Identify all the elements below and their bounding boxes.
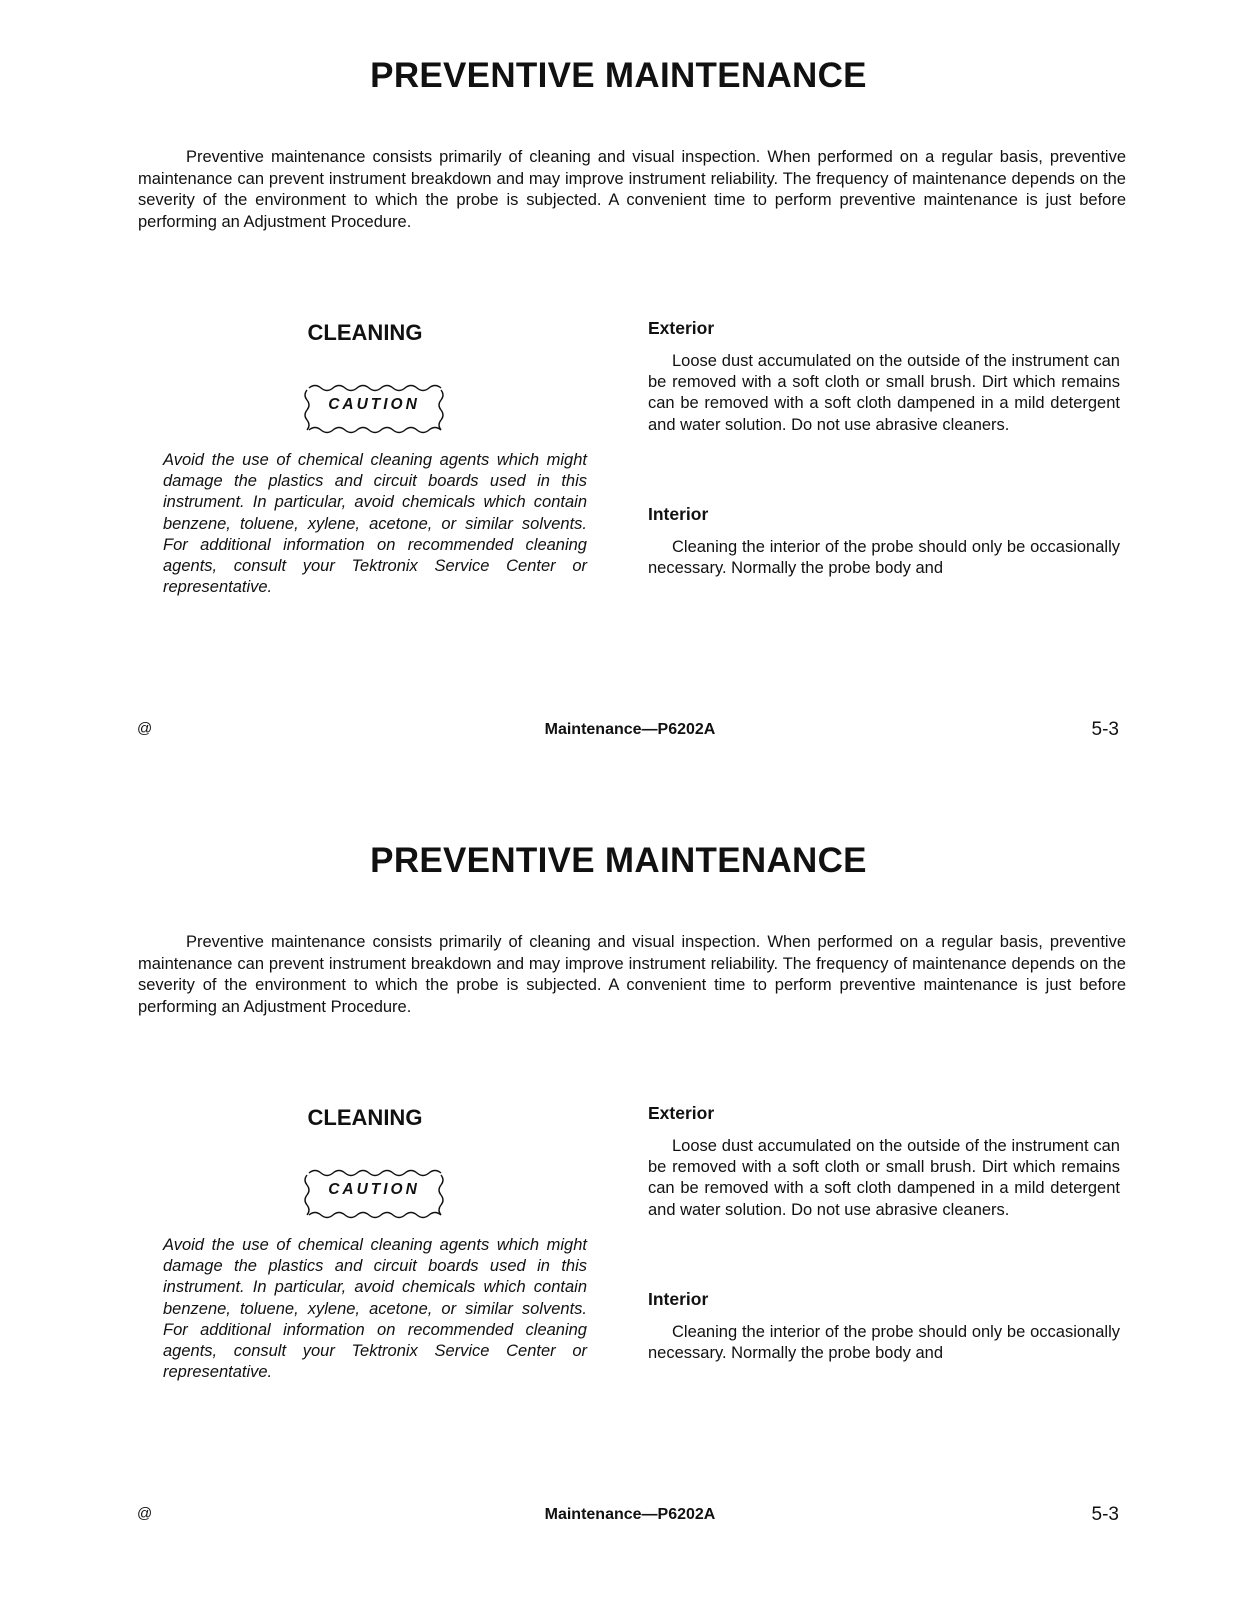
caution-box <box>301 380 447 438</box>
footer-copyright-mark: @ <box>137 720 153 737</box>
footer-copyright-mark: @ <box>137 1505 153 1522</box>
exterior-paragraph: Loose dust accumulated on the outside of the instrument can be removed with a soft cloth or small brush. Dirt which remains can be removed with a soft cloth dampened in a mild detergent and water solution. Do not use abrasive cleaners. <box>648 1137 1120 1219</box>
exterior-heading: Exterior <box>648 1103 715 1123</box>
document-page-1 <box>0 0 1237 785</box>
caution-label: CAUTION <box>328 1181 420 1198</box>
interior-paragraph: Cleaning the interior of the probe should only be occasionally necessary. Normally the probe body and <box>648 537 1120 578</box>
cleaning-section <box>163 1105 587 1383</box>
exterior-interior-section <box>648 318 1120 579</box>
cleaning-section <box>163 320 587 598</box>
intro-paragraph: Preventive maintenance consists primarily of cleaning and visual inspection. When performed on a regular basis, preventive maintenance can prevent instrument breakdown and may improve instrument reliability. The frequency of maintenance depends on the severity of the environment to which the probe is subjected. A convenient time to perform preventive maintenance is just before performing an Adjustment Procedure. <box>138 933 1126 1016</box>
intro-paragraph: Preventive maintenance consists primarily of cleaning and visual inspection. When performed on a regular basis, preventive maintenance can prevent instrument breakdown and may improve instrument reliability. The frequency of maintenance depends on the severity of the environment to which the probe is subjected. A convenient time to perform preventive maintenance is just before performing an Adjustment Procedure. <box>138 148 1126 231</box>
caution-box <box>301 1165 447 1223</box>
interior-heading: Interior <box>648 503 709 524</box>
footer-section-title: Maintenance—P6202A <box>544 721 716 738</box>
caution-text: Avoid the use of chemical cleaning agents which might damage the plastics and circuit boards used in this instrument. In particular, avoid chemicals which contain benzene, toluene, xylene, acetone, or similar solvents. For additional information on recommended cleaning agents, consult your Tektronix Service Center or representative. <box>163 1236 587 1382</box>
cleaning-heading: CLEANING <box>307 1105 423 1130</box>
interior-paragraph: Cleaning the interior of the probe should only be occasionally necessary. Normally the probe body and <box>648 1322 1120 1363</box>
exterior-interior-section <box>648 1103 1120 1364</box>
caution-text: Avoid the use of chemical cleaning agents which might damage the plastics and circuit boards used in this instrument. In particular, avoid chemicals which contain benzene, toluene, xylene, acetone, or similar solvents. For additional information on recommended cleaning agents, consult your Tektronix Service Center or representative. <box>163 451 587 597</box>
caution-label: CAUTION <box>328 396 420 413</box>
exterior-paragraph: Loose dust accumulated on the outside of the instrument can be removed with a soft cloth or small brush. Dirt which remains can be removed with a soft cloth dampened in a mild detergent and water solution. Do not use abrasive cleaners. <box>648 352 1120 434</box>
interior-heading: Interior <box>648 1288 709 1309</box>
footer-page-number: 5-3 <box>1091 719 1119 740</box>
footer-page-number: 5-3 <box>1091 1504 1119 1525</box>
cleaning-heading: CLEANING <box>307 320 423 345</box>
document-page-2 <box>0 785 1237 1570</box>
exterior-heading: Exterior <box>648 318 715 338</box>
footer-section-title: Maintenance—P6202A <box>544 1506 716 1523</box>
page-title: PREVENTIVE MAINTENANCE <box>370 56 867 95</box>
page-title: PREVENTIVE MAINTENANCE <box>370 841 867 880</box>
